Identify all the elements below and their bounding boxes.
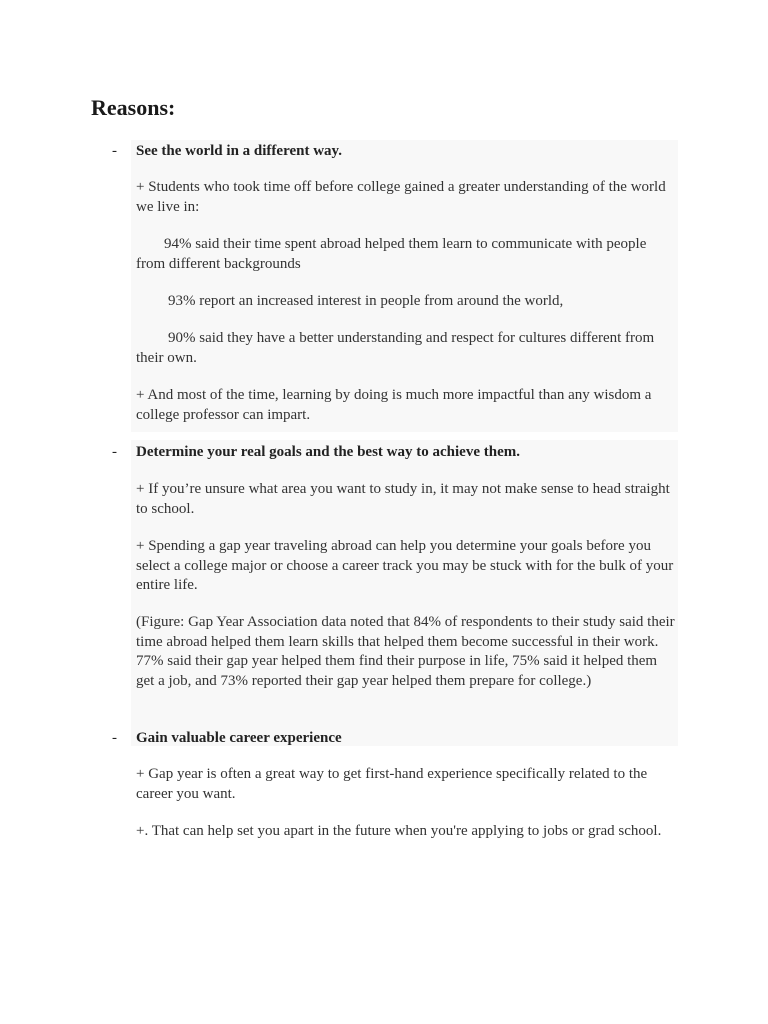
bullet-dash: - bbox=[112, 730, 117, 746]
paragraph: +. That can help set you apart in the future when you're applying to jobs or grad school. bbox=[136, 823, 662, 839]
bullet-dash: - bbox=[112, 444, 117, 460]
statistic-text: 94% said their time spent abroad helped them learn to communicate with people from different backgrounds bbox=[136, 236, 647, 272]
paragraph: + Spending a gap year traveling abroad can help you determine your goals before you select a college major or choose a career track you may be stuck with for the bulk of your entire life. bbox=[136, 538, 674, 593]
bullet-dash: - bbox=[112, 143, 117, 159]
paragraph: + Gap year is often a great way to get first-hand experience specifically related to the career you want. bbox=[136, 766, 648, 802]
section-heading: Gain valuable career experience bbox=[136, 730, 342, 746]
section-heading: See the world in a different way. bbox=[136, 143, 342, 159]
statistic-text: 93% report an increased interest in people from around the world, bbox=[168, 293, 564, 309]
paragraph: + And most of the time, learning by doing is much more impactful than any wisdom a college professor can impart. bbox=[136, 387, 652, 423]
statistic-paragraph bbox=[136, 329, 676, 368]
statistic-paragraph bbox=[136, 292, 676, 312]
statistic-text: 90% said they have a better understanding and respect for cultures different from their own. bbox=[136, 330, 655, 366]
section-heading: Determine your real goals and the best way to achieve them. bbox=[136, 444, 520, 460]
paragraph: + If you’re unsure what area you want to study in, it may not make sense to head straight to school. bbox=[136, 481, 670, 517]
figure-note: (Figure: Gap Year Association data noted that 84% of respondents to their study said their time abroad helped them learn skills that helped them become successful in their work. 77% said their gap year helped them find their purpose in life, 75% said it helped them get a job, and 73% reported their gap year helped them prepare for college.) bbox=[136, 614, 675, 689]
paragraph: + Students who took time off before college gained a greater understanding of the world we live in: bbox=[136, 179, 666, 215]
page-title: Reasons: bbox=[91, 95, 176, 120]
statistic-paragraph bbox=[136, 235, 676, 274]
